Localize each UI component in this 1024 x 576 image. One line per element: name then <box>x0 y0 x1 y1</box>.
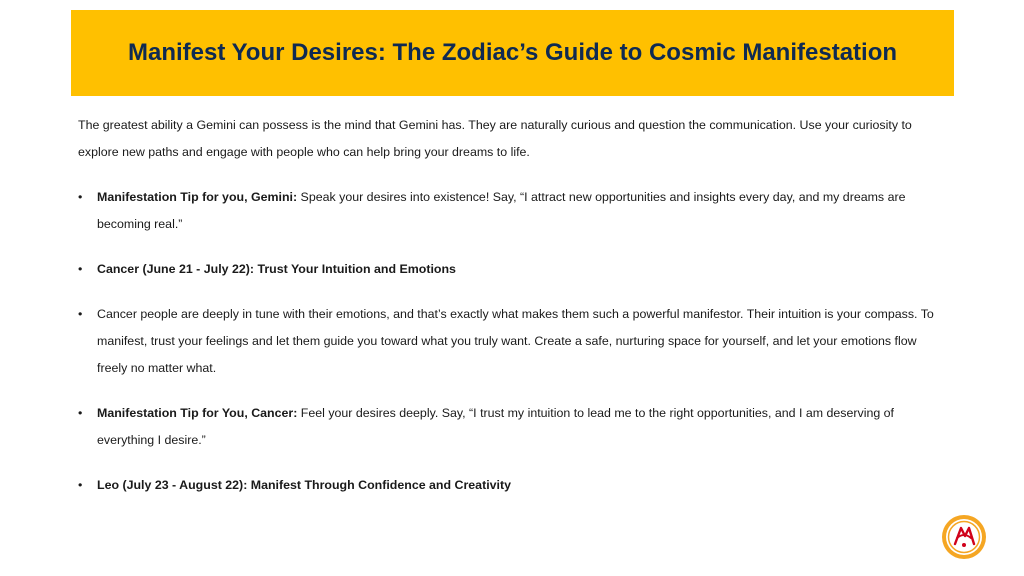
bullet-marker: • <box>78 190 83 204</box>
bullet-item-leo-heading <box>78 472 938 499</box>
bullet-text: Cancer people are deeply in tune with their emotions, and that’s exactly what makes them such a powerful manifestor. Their intuition is your compass. To manifest, trust your feelings and let them guide you toward what you truly want. Create a safe, nurturing space for yourself, and let your emotions flow freely no matter what. <box>97 307 934 375</box>
bullet-item-cancer-description <box>78 301 938 382</box>
bullet-marker: • <box>78 406 83 420</box>
slide-content <box>78 112 938 517</box>
bullet-bold-text: Leo (July 23 - August 22): Manifest Through Confidence and Creativity <box>97 478 511 492</box>
bullet-text: Feel your desires deeply. Say, “I trust my intuition to lead me to the right opportunities, and I am deserving of everything I desire.” <box>97 406 894 447</box>
bullet-marker: • <box>78 478 83 492</box>
bullet-item-gemini-tip <box>78 184 938 238</box>
bullet-item-cancer-tip <box>78 400 938 454</box>
bullet-bold-text: Cancer (June 21 - July 22): Trust Your Intuition and Emotions <box>97 262 456 276</box>
bullet-bold-text: Manifestation Tip for you, Gemini: <box>97 190 298 204</box>
bullet-marker: • <box>78 262 83 276</box>
page-title: Manifest Your Desires: The Zodiac’s Guide to Cosmic Manifestation <box>127 39 898 66</box>
bullet-list <box>78 184 938 499</box>
title-banner <box>71 10 954 96</box>
intro-paragraph: The greatest ability a Gemini can possess is the mind that Gemini has. They are naturally curious and question the communication. Use your curiosity to explore new paths and engage with people who can help bring your dreams to life. <box>78 118 912 159</box>
zodiac-logo-icon <box>941 514 987 560</box>
bullet-bold-text: Manifestation Tip for You, Cancer: <box>97 406 298 420</box>
bullet-marker: • <box>78 307 83 321</box>
bullet-item-cancer-heading <box>78 256 938 283</box>
bullet-text: Speak your desires into existence! Say, “I attract new opportunities and insights every day, and my dreams are becoming real.” <box>97 190 906 231</box>
